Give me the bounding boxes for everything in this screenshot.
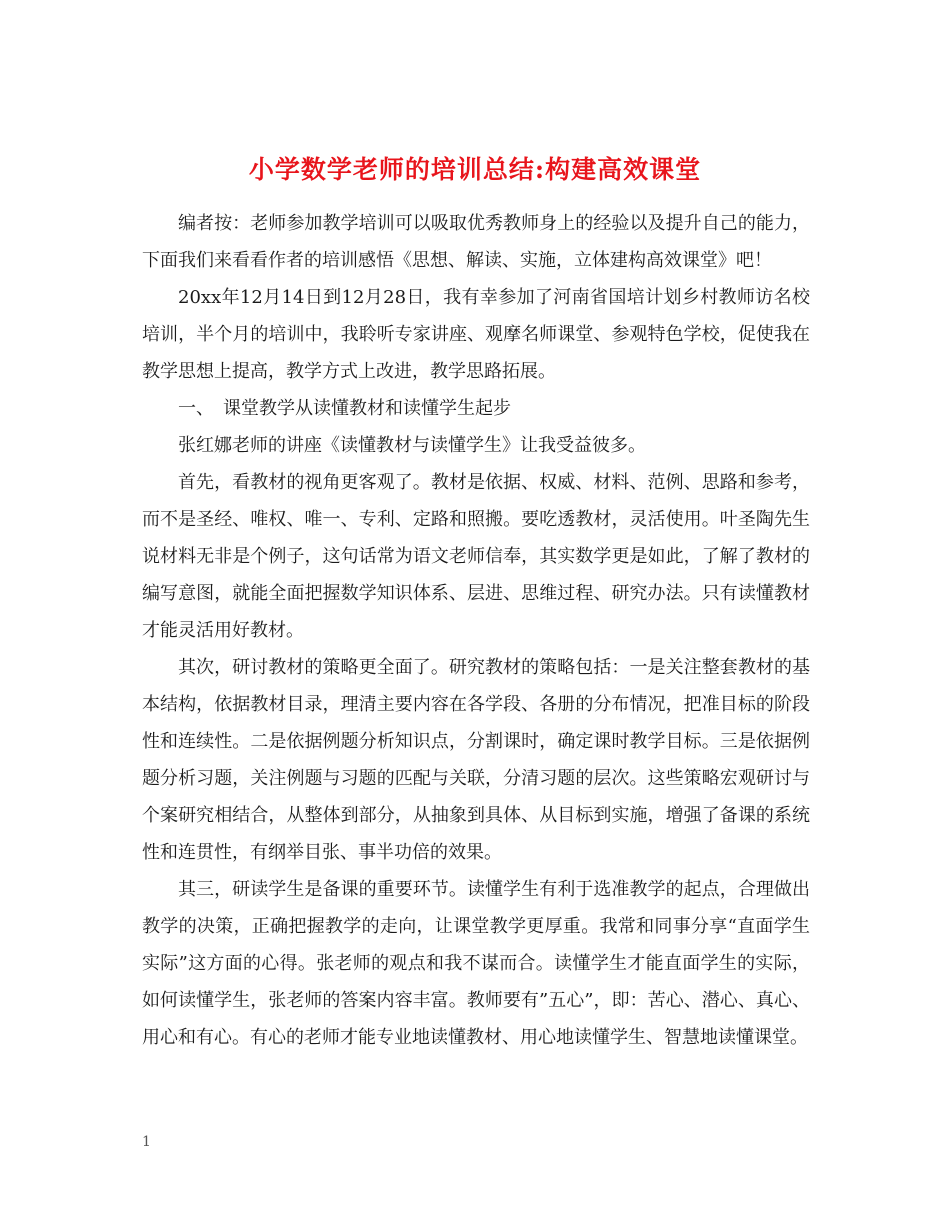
page-number: 1 — [142, 1134, 151, 1150]
paragraph-intro: 20xx年12月14日到12月28日，我有幸参加了河南省国培计划乡村教师访名校培训，半个月的培训中，我聆听专家讲座、观摩名师课堂、参观特色学校，促使我在教学思想上提高，教学方式上改进，教学思路拓展。 — [142, 287, 810, 382]
article-body — [142, 205, 810, 1056]
section-heading-1: 一、 课堂教学从读懂教材和读懂学生起步 — [178, 398, 511, 419]
page-title: 小学数学老师的培训总结:构建高效课堂 — [248, 154, 702, 184]
paragraph-editor-note: 编者按：老师参加教学培训可以吸取优秀教师身上的经验以及提升自己的能力，下面我们来看看作者的培训感悟《思想、解读、实施，立体建构高效课堂》吧！ — [142, 213, 810, 271]
paragraph-lecture: 张红娜老师的讲座《读懂教材与读懂学生》让我受益彼多。 — [178, 435, 646, 456]
paragraph-first: 首先，看教材的视角更客观了。教材是依据、权威、材料、范例、思路和参考，而不是圣经、唯权、唯一、专利、定路和照搬。要吃透教材，灵活使用。叶圣陶先生说材料无非是个例子，这句话常为语文老师信奉，其实数学更是如此，了解了教材的编写意图，就能全面把握数学知识体系、层进、思维过程、研究办法。只有读懂教材才能灵活用好教材。 — [142, 472, 810, 641]
paragraph-third: 其三，研读学生是备课的重要环节。读懂学生有利于选准教学的起点，合理做出教学的决策，正确把握教学的走向，让课堂教学更厚重。我常和同事分享“直面学生实际”这方面的心得。张老师的观点和我不谋而合。读懂学生才能直面学生的实际，如何读懂学生，张老师的答案内容丰富。教师要有”五心”，即：苦心、潜心、真心、用心和有心。有心的老师才能专业地读懂教材、用心地读懂学生、智慧地读懂课堂。 — [142, 879, 810, 1048]
paragraph-second: 其次，研讨教材的策略更全面了。研究教材的策略包括：一是关注整套教材的基本结构，依据教材目录，理清主要内容在各学段、各册的分布情况，把准目标的阶段性和连续性。二是依据例题分析知识点，分割课时，确定课时教学目标。三是依据例题分析习题，关注例题与习题的匹配与关联，分清习题的层次。这些策略宏观研讨与个案研究相结合，从整体到部分，从抽象到具体、从目标到实施，增强了备课的系统性和连贯性，有纲举目张、事半功倍的效果。 — [142, 657, 810, 863]
